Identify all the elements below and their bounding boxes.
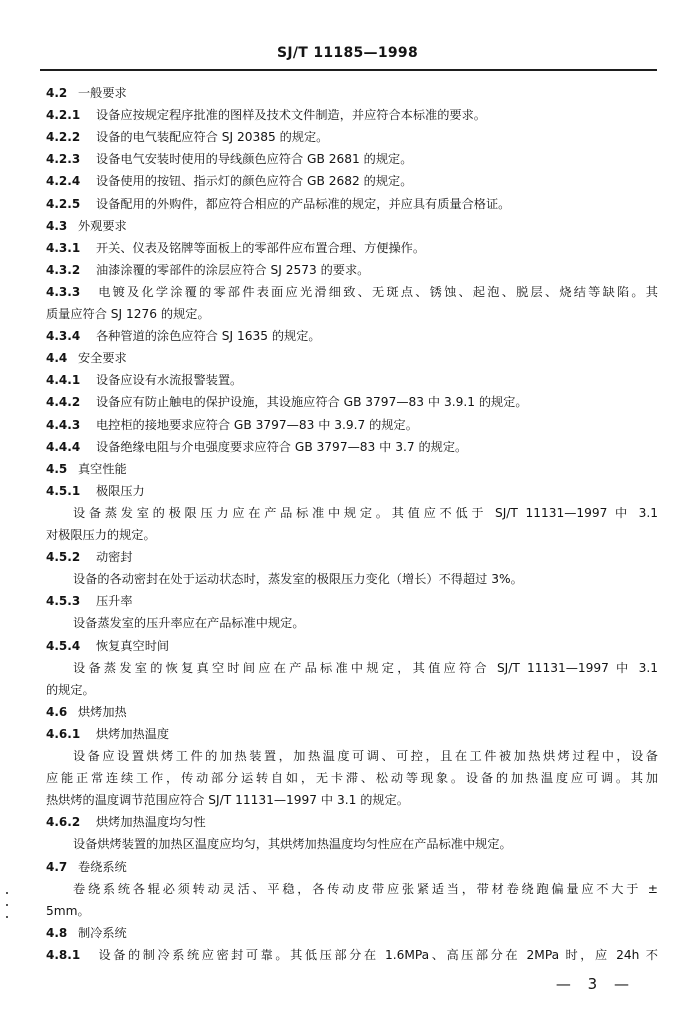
clause-number: 4.2.2: [46, 130, 81, 145]
clause-text: 极限压力: [96, 483, 145, 498]
text-line: [73, 612, 658, 634]
clause-text: 设备蒸发室的极限压力应在产品标准中规定。其值应不低于 SJ/T 11131—1997 中 3.1: [73, 505, 658, 520]
clause-text: 恢复真空时间: [96, 638, 170, 653]
clause-text: 烘烤加热: [78, 704, 127, 719]
clause-line: [46, 701, 658, 723]
clause-line: [46, 723, 658, 745]
clause-text: 设备应设置烘烤工件的加热装置，加热温度可调、可控，且在工件被加热烘烤过程中，设备: [73, 749, 658, 763]
clause-text: 设备蒸发室的压升率应在产品标准中规定。: [73, 616, 305, 631]
text-line: [73, 568, 658, 590]
clause-number: 4.4.1: [46, 373, 81, 388]
clause-number: 4.8.1: [46, 947, 81, 962]
clause-text: 对极限压力的规定。: [46, 528, 156, 542]
clause-number: 4.3.4: [46, 329, 81, 344]
clause-line: [46, 856, 658, 878]
clause-line: [46, 480, 658, 502]
clause-number: 4.3.2: [46, 262, 81, 277]
clause-line: [46, 458, 658, 480]
text-line: [73, 878, 658, 900]
text-line: [46, 789, 658, 811]
clause-text: 设备使用的按钮、指示灯的颜色应符合 GB 2682 的规定。: [96, 174, 413, 189]
clause-line: [46, 126, 658, 148]
clause-number: 4.5: [46, 461, 68, 476]
clause-text: 真空性能: [78, 461, 127, 476]
clause-text: 开关、仪表及铭牌等面板上的零部件应布置合理、方便操作。: [96, 240, 426, 255]
clause-number: 4.5.1: [46, 483, 81, 498]
clause-number: 4.6.1: [46, 726, 81, 741]
page-number: — 3 —: [555, 975, 635, 993]
text-line: [73, 833, 658, 855]
clause-text: 质量应符合 SJ 1276 的规定。: [46, 307, 210, 321]
clause-number: 4.5.2: [46, 550, 81, 565]
clause-text: 卷绕系统各辊必须转动灵活、平稳，各传动皮带应张紧适当，带材卷绕跑偏量应不大于 ±: [73, 881, 658, 896]
clause-text: 的规定。: [46, 682, 95, 697]
text-line: [73, 657, 658, 679]
clause-number: 4.3: [46, 218, 68, 233]
clause-text: 热烘烤的温度调节范围应符合 SJ/T 11131—1997 中 3.1 的规定。: [46, 793, 409, 808]
clause-line: [46, 414, 658, 436]
clause-number: 4.3.3: [46, 284, 81, 299]
clause-number: 4.4.2: [46, 395, 81, 410]
margin-mark: [6, 916, 8, 918]
clause-number: 4.8: [46, 925, 68, 940]
clause-text: 电控柜的接地要求应符合 GB 3797—83 中 3.9.7 的规定。: [96, 417, 418, 432]
text-line: [73, 745, 658, 767]
clause-text: 油漆涂覆的零部件的涂层应符合 SJ 2573 的要求。: [96, 262, 370, 277]
text-line: [46, 303, 658, 325]
clause-number: 4.4: [46, 351, 68, 366]
clause-text: 设备应有防止触电的保护设施，其设施应符合 GB 3797—83 中 3.9.1 的规定。: [96, 395, 528, 410]
clause-line: [46, 811, 658, 833]
clause-line: [46, 82, 658, 104]
clause-number: 4.2.5: [46, 196, 81, 211]
text-line: [46, 524, 658, 546]
clause-text: 外观要求: [78, 218, 127, 233]
clause-text: 设备电气安装时使用的导线颜色应符合 GB 2681 的规定。: [96, 152, 413, 167]
clause-line: [46, 369, 658, 391]
clause-text: 5mm。: [46, 903, 90, 918]
clause-number: 4.2.1: [46, 108, 81, 123]
clause-number: 4.5.3: [46, 594, 81, 609]
clause-number: 4.7: [46, 859, 68, 874]
clause-text: 设备绝缘电阻与介电强度要求应符合 GB 3797—83 中 3.7 的规定。: [96, 439, 468, 454]
clause-text: 动密封: [96, 550, 133, 565]
text-line: [46, 900, 658, 922]
clause-line: [46, 347, 658, 369]
clause-text: 烘烤加热温度均匀性: [96, 815, 206, 830]
clause-line: [46, 635, 658, 657]
clause-line: [46, 281, 658, 303]
clause-line: [46, 325, 658, 347]
clause-text: 设备应设有水流报警装置。: [96, 373, 243, 388]
clause-number: 4.3.1: [46, 240, 81, 255]
clause-line: [46, 590, 658, 612]
clause-number: 4.5.4: [46, 638, 81, 653]
clause-text: 设备应按规定程序批准的图样及技术文件制造，并应符合本标准的要求。: [96, 108, 486, 123]
clause-text: 烘烤加热温度: [96, 726, 170, 741]
clause-line: [46, 148, 658, 170]
clause-number: 4.2.3: [46, 152, 81, 167]
clause-text: 设备烘烤装置的加热区温度应均匀，其烘烤加热温度均匀性应在产品标准中规定。: [73, 837, 512, 852]
margin-mark: [6, 904, 8, 906]
clause-text: 一般要求: [78, 86, 127, 100]
clause-text: 设备的电气装配应符合 SJ 20385 的规定。: [96, 130, 329, 145]
clause-number: 4.6.2: [46, 815, 81, 830]
clause-text: 设备的制冷系统应密封可靠。其低压部分在 1.6MPa、高压部分在 2MPa 时，应 24h 不: [96, 947, 658, 962]
clause-line: [46, 259, 658, 281]
clause-line: [46, 170, 658, 192]
clause-text: 电镀及化学涂覆的零部件表面应光滑细致、无斑点、锈蚀、起泡、脱层、烧结等缺陷。其: [96, 284, 658, 299]
clause-number: 4.4.3: [46, 417, 81, 432]
clause-text: 压升率: [96, 594, 133, 609]
clause-number: 4.2.4: [46, 174, 81, 189]
clause-line: [46, 193, 658, 215]
page-header-code: SJ/T 11185—1998: [277, 45, 418, 61]
clause-text: 安全要求: [78, 351, 127, 366]
text-line: [46, 679, 658, 701]
text-line: [73, 502, 658, 524]
clause-text: 设备蒸发室的恢复真空时间应在产品标准中规定，其值应符合 SJ/T 11131—1997 中 3.1: [73, 660, 658, 675]
clause-text: 设备的各动密封在处于运动状态时，蒸发室的极限压力变化（增长）不得超过 3%。: [73, 572, 523, 587]
clause-number: 4.2: [46, 86, 68, 100]
clause-line: [46, 944, 658, 966]
clause-line: [46, 546, 658, 568]
clause-line: [46, 215, 658, 237]
clause-text: 应能正常连续工作，传动部分运转自如，无卡滞、松动等现象。设备的加热温度应可调。其加: [46, 771, 658, 786]
clause-line: [46, 436, 658, 458]
clause-line: [46, 237, 658, 259]
clause-line: [46, 922, 658, 944]
clause-text: 各种管道的涂色应符合 SJ 1635 的规定。: [96, 329, 321, 344]
clause-number: 4.6: [46, 704, 68, 719]
clause-line: [46, 104, 658, 126]
text-line: [46, 767, 658, 789]
clause-text: 设备配用的外购件，都应符合相应的产品标准的规定，并应具有质量合格证。: [96, 196, 511, 211]
margin-mark: [6, 892, 8, 894]
clause-text: 制冷系统: [78, 925, 127, 940]
clause-number: 4.4.4: [46, 439, 81, 454]
clause-text: 卷绕系统: [78, 859, 127, 874]
clause-line: [46, 391, 658, 413]
